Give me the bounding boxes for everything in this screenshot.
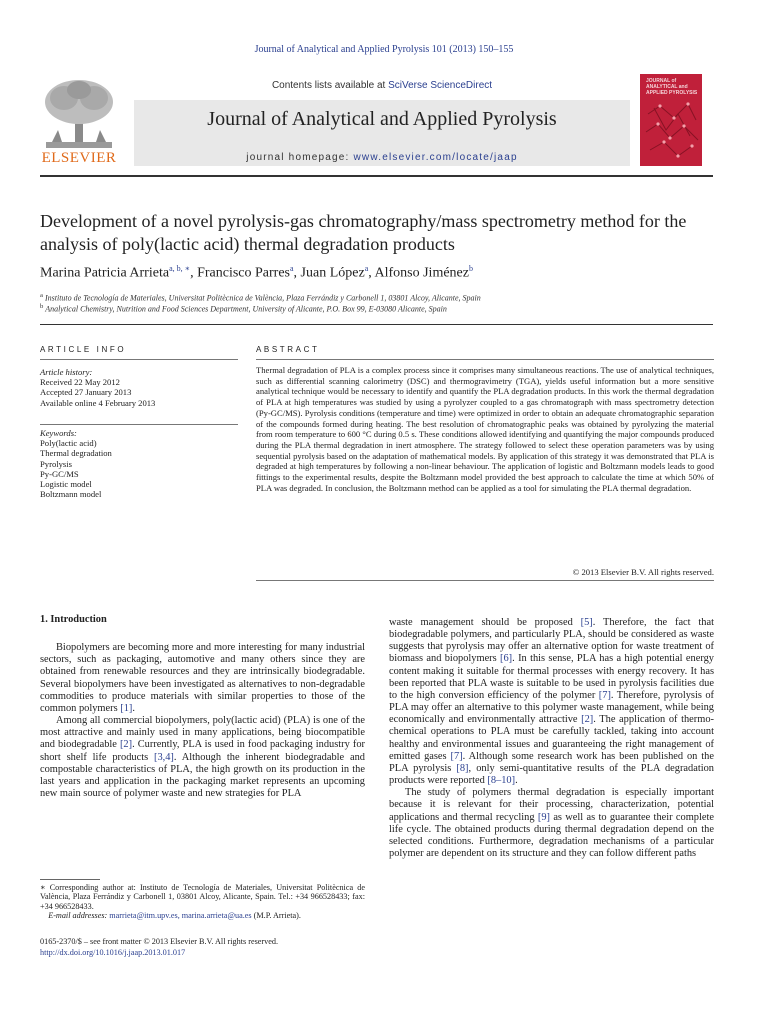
citation-link[interactable]: [2] <box>119 739 133 751</box>
author-name: Juan López <box>300 265 365 281</box>
paragraph-text: . Therefore, the fact that biodegradable polymers, and particularly PLA, should be considered as waste suggests that pyrolysis may offer an alternative option for waste treatment of biomass and biopolymers <box>389 617 714 665</box>
keyword: Logistic model <box>40 479 92 490</box>
homepage-link[interactable]: www.elsevier.com/locate/jaap <box>353 152 518 163</box>
keywords-label: Keywords: <box>40 428 77 438</box>
paragraph-text: waste management should be proposed <box>389 617 581 628</box>
author-affiliation-marker[interactable]: b <box>468 264 473 273</box>
journal-homepage <box>134 152 630 163</box>
citation-link[interactable]: [8–10] <box>487 775 516 787</box>
journal-title: Journal of Analytical and Applied Pyrolysis <box>207 108 557 130</box>
article-info-heading: ARTICLE INFO <box>40 345 127 354</box>
paragraph-text: . Although the inherent biodegradable and compostable characteristics of PLA, the high growth on its production in the last years and application in the packaging market represents an upcoming new main source of polymer waste and new strategies for PLA <box>40 751 365 800</box>
affiliation-b-text: Analytical Chemistry, Nutrition and Food Sciences Department, University of Alicante, P.O. Box 99, E-03080 Alicante, Spain <box>45 304 447 314</box>
section-heading-introduction: 1. Introduction <box>40 614 107 625</box>
paragraph-text: Biopolymers are becoming more and more interesting for many industrial sectors, such as packaging, automotive and many others since they are obtained from renewable resources and they are intrinsically biodegradable. Several biopolymers have been investigated as alternatives to non-degradable commodities to produce materials with similar properties to those of the common polymers <box>40 642 365 714</box>
citation-link[interactable]: [6] <box>500 653 513 665</box>
citation-link[interactable]: [8] <box>456 762 469 774</box>
keywords-block <box>40 428 238 499</box>
citation-link[interactable]: [7] <box>598 689 611 701</box>
paragraph-text: . <box>132 702 135 714</box>
homepage-prefix: journal homepage: <box>246 152 354 163</box>
keyword: Thermal degradation <box>40 448 112 459</box>
contents-prefix: Contents lists available at <box>271 80 389 91</box>
paragraph-text: . Currently, PLA is used in food packaging industry for short shelf life products <box>40 739 365 763</box>
history-label: Article history: <box>40 367 93 377</box>
title-rule <box>40 324 713 325</box>
author-name: Marina Patricia Arrieta <box>40 265 170 281</box>
citation-link[interactable]: [5] <box>580 617 593 628</box>
article-info-rule <box>40 359 238 360</box>
cover-title: JOURNAL of ANALYTICAL and APPLIED PYROLYSIS <box>646 78 698 96</box>
running-head[interactable]: Journal of Analytical and Applied Pyrolysis 101 (2013) 150–155 <box>254 44 514 55</box>
journal-cover-thumbnail <box>640 74 702 166</box>
author-affiliation-marker[interactable]: a, b, ∗ <box>169 264 191 273</box>
history-accepted: Accepted 27 January 2013 <box>40 387 132 398</box>
history-received: Received 22 May 2012 <box>40 377 120 388</box>
corresponding-author-footnote <box>40 883 365 921</box>
keyword: Pyrolysis <box>40 458 72 469</box>
corresponding-author-text: ∗ Corresponding author at: Instituto de Tecnología de Materiales, Universitat Politècnica de València, Plaza Ferrándiz y Carbonell 1, 03801 Alcoy, Alicante, Spain. Tel.: +34 966528433; fax: +34 966528433. <box>40 883 365 911</box>
cover-pattern <box>640 74 702 166</box>
citation-link[interactable]: [9] <box>537 811 550 823</box>
citation-link[interactable]: [7] <box>450 750 463 762</box>
abstract-heading: ABSTRACT <box>256 345 320 354</box>
author-affiliation-marker[interactable]: a <box>364 264 369 273</box>
citation-link[interactable]: [3,4] <box>153 751 174 763</box>
affiliation-a-text: Instituto de Tecnología de Materiales, Universitat Politècnica de València, Plaza Ferrándiz y Carbonell 1, 03801 Alcoy, Alicante, Spain <box>44 293 481 303</box>
paragraph-text: as well as to guarantee their complete life cycle. The obtained products during thermal degradation depend on the selected conditions. Furthermore, degradation mechanisms of a particular polymer are dependent on its structure and they can follow different paths <box>389 811 714 859</box>
paragraph-text: . Although some research work has been published on the PLA pyrolysis <box>389 750 714 774</box>
paragraph-text: . The application of thermo-chemical operations to PLA must be carefully tackled, taking into account healthy and environmental issues and guaranteeing the right management of emitted gases <box>389 714 714 762</box>
affiliation-b-marker: b <box>40 303 44 310</box>
elsevier-wordmark: ELSEVIER <box>41 150 117 166</box>
doi-link[interactable]: http://dx.doi.org/10.1016/j.jaap.2013.01.017 <box>40 948 186 957</box>
body-paragraph <box>389 787 714 860</box>
issn-line: 0165-2370/$ – see front matter © 2013 Elsevier B.V. All rights reserved. <box>40 937 279 946</box>
keywords-rule <box>40 424 238 425</box>
author-name: Francisco Parres <box>197 265 290 281</box>
author-affiliation-marker[interactable]: a <box>289 264 294 273</box>
email-links[interactable]: marrieta@itm.upv.es, marina.arrieta@ua.es <box>109 911 252 921</box>
abstract-text: Thermal degradation of PLA is a complex process since it comprises many simultaneous reactions. The use of analytical techniques, such as differential scanning calorimetry (DSC) and thermogravimetry (TGA), yields useful information but a more sensitive analytical technique would be necessary to identify and quantify the PLA degradation products. In this work the thermal degradation of PLA at high temperatures was studied by using a pyrolyzer coupled to a gas chromatograph with mass spectrometry detection (Py-GC/MS). Pyrolysis conditions (temperature and time) were optimized in order to obtain an adequate chromatographic separation of the compounds formed during heating. The best resolution of chromatographic peaks was obtained by pyrolyzing the material from room temperature to 600 °C during 0.5 s. These conditions allowed identifying and quantifying the major compounds produced during the PLA thermal degradation in inert atmosphere. The strategy followed to select these operation parameters was by using sequential pyrolysis based on the adaptation of mathematical models. By application of this strategy it was demonstrated that PLA is degraded at high temperatures by following a non-linear behaviour. The application of logistic and Boltzmann models leads to good fittings to the experimental results, despite the Boltzmann model provided the best approach to calculate the time at which 50% of PLA was degraded. In conclusion, the Boltzmann method can be applied as a tool for simulating the PLA thermal degradation. <box>256 365 714 493</box>
front-matter <box>40 936 365 958</box>
article-history <box>40 367 238 408</box>
paragraph-text: . <box>515 775 518 787</box>
affiliation-a <box>40 292 720 303</box>
email-suffix: (M.P. Arrieta). <box>253 911 301 921</box>
history-online: Available online 4 February 2013 <box>40 397 156 408</box>
contents-line <box>134 80 630 91</box>
abstract-bottom-rule <box>256 580 714 581</box>
masthead-rule <box>40 175 713 177</box>
sciencedirect-link[interactable]: SciVerse ScienceDirect <box>388 80 493 91</box>
footnote-rule <box>40 879 100 880</box>
paragraph-text: Among all commercial biopolymers, poly(lactic acid) (PLA) is one of the most attractive and mainly used in many applications, being biocompatible and biodegradable <box>40 715 365 751</box>
citation-link[interactable]: [1] <box>120 702 133 714</box>
affiliation-b <box>40 303 720 314</box>
body-column-right <box>389 617 714 860</box>
body-paragraph <box>40 642 365 715</box>
body-paragraph <box>389 617 714 787</box>
affiliation-a-marker: a <box>40 292 43 299</box>
keyword: Boltzmann model <box>40 489 102 500</box>
body-column-left <box>40 614 365 800</box>
paragraph-text: The study of polymers thermal degradation is especially important because it is relevant for their processing, characterization, potential applications and thermal recycling <box>389 787 714 823</box>
citation-link[interactable]: [2] <box>581 714 594 726</box>
keyword: Py-GC/MS <box>40 468 79 479</box>
abstract-rule <box>256 359 714 360</box>
author-name: Alfonso Jiménez <box>374 265 469 281</box>
email-label: E-mail addresses: <box>48 911 108 921</box>
paper-title: Development of a novel pyrolysis-gas chromatography/mass spectrometry method for the analysis of poly(lactic acid) thermal degradation products <box>40 211 687 254</box>
copyright-notice: © 2013 Elsevier B.V. All rights reserved. <box>572 567 714 577</box>
paragraph-text: . Therefore, pyrolysis of PLA may offer an alternative to this polymer waste management, while being economically and environmentally attractive <box>389 689 714 726</box>
paragraph-text: . In this sense, PLA has a high potential energy content making it suitable for thermal processes with energy recovery. It has been reported that PLA waste is suitable to be used in pyrolysis facilities due to the high conversion efficiency of the polymer <box>389 653 714 701</box>
author-list: Marina Patricia Arrieta$^{a, b, ∗}$, Francisco Parres$^a$, Juan López$^a$, Alfonso Jiménez$^b$ <box>40 264 473 281</box>
keyword: Poly(lactic acid) <box>40 438 97 449</box>
paragraph-text: , only semi-quantitative results of the PLA degradation products were reported <box>389 762 714 787</box>
body-paragraph <box>40 715 365 800</box>
